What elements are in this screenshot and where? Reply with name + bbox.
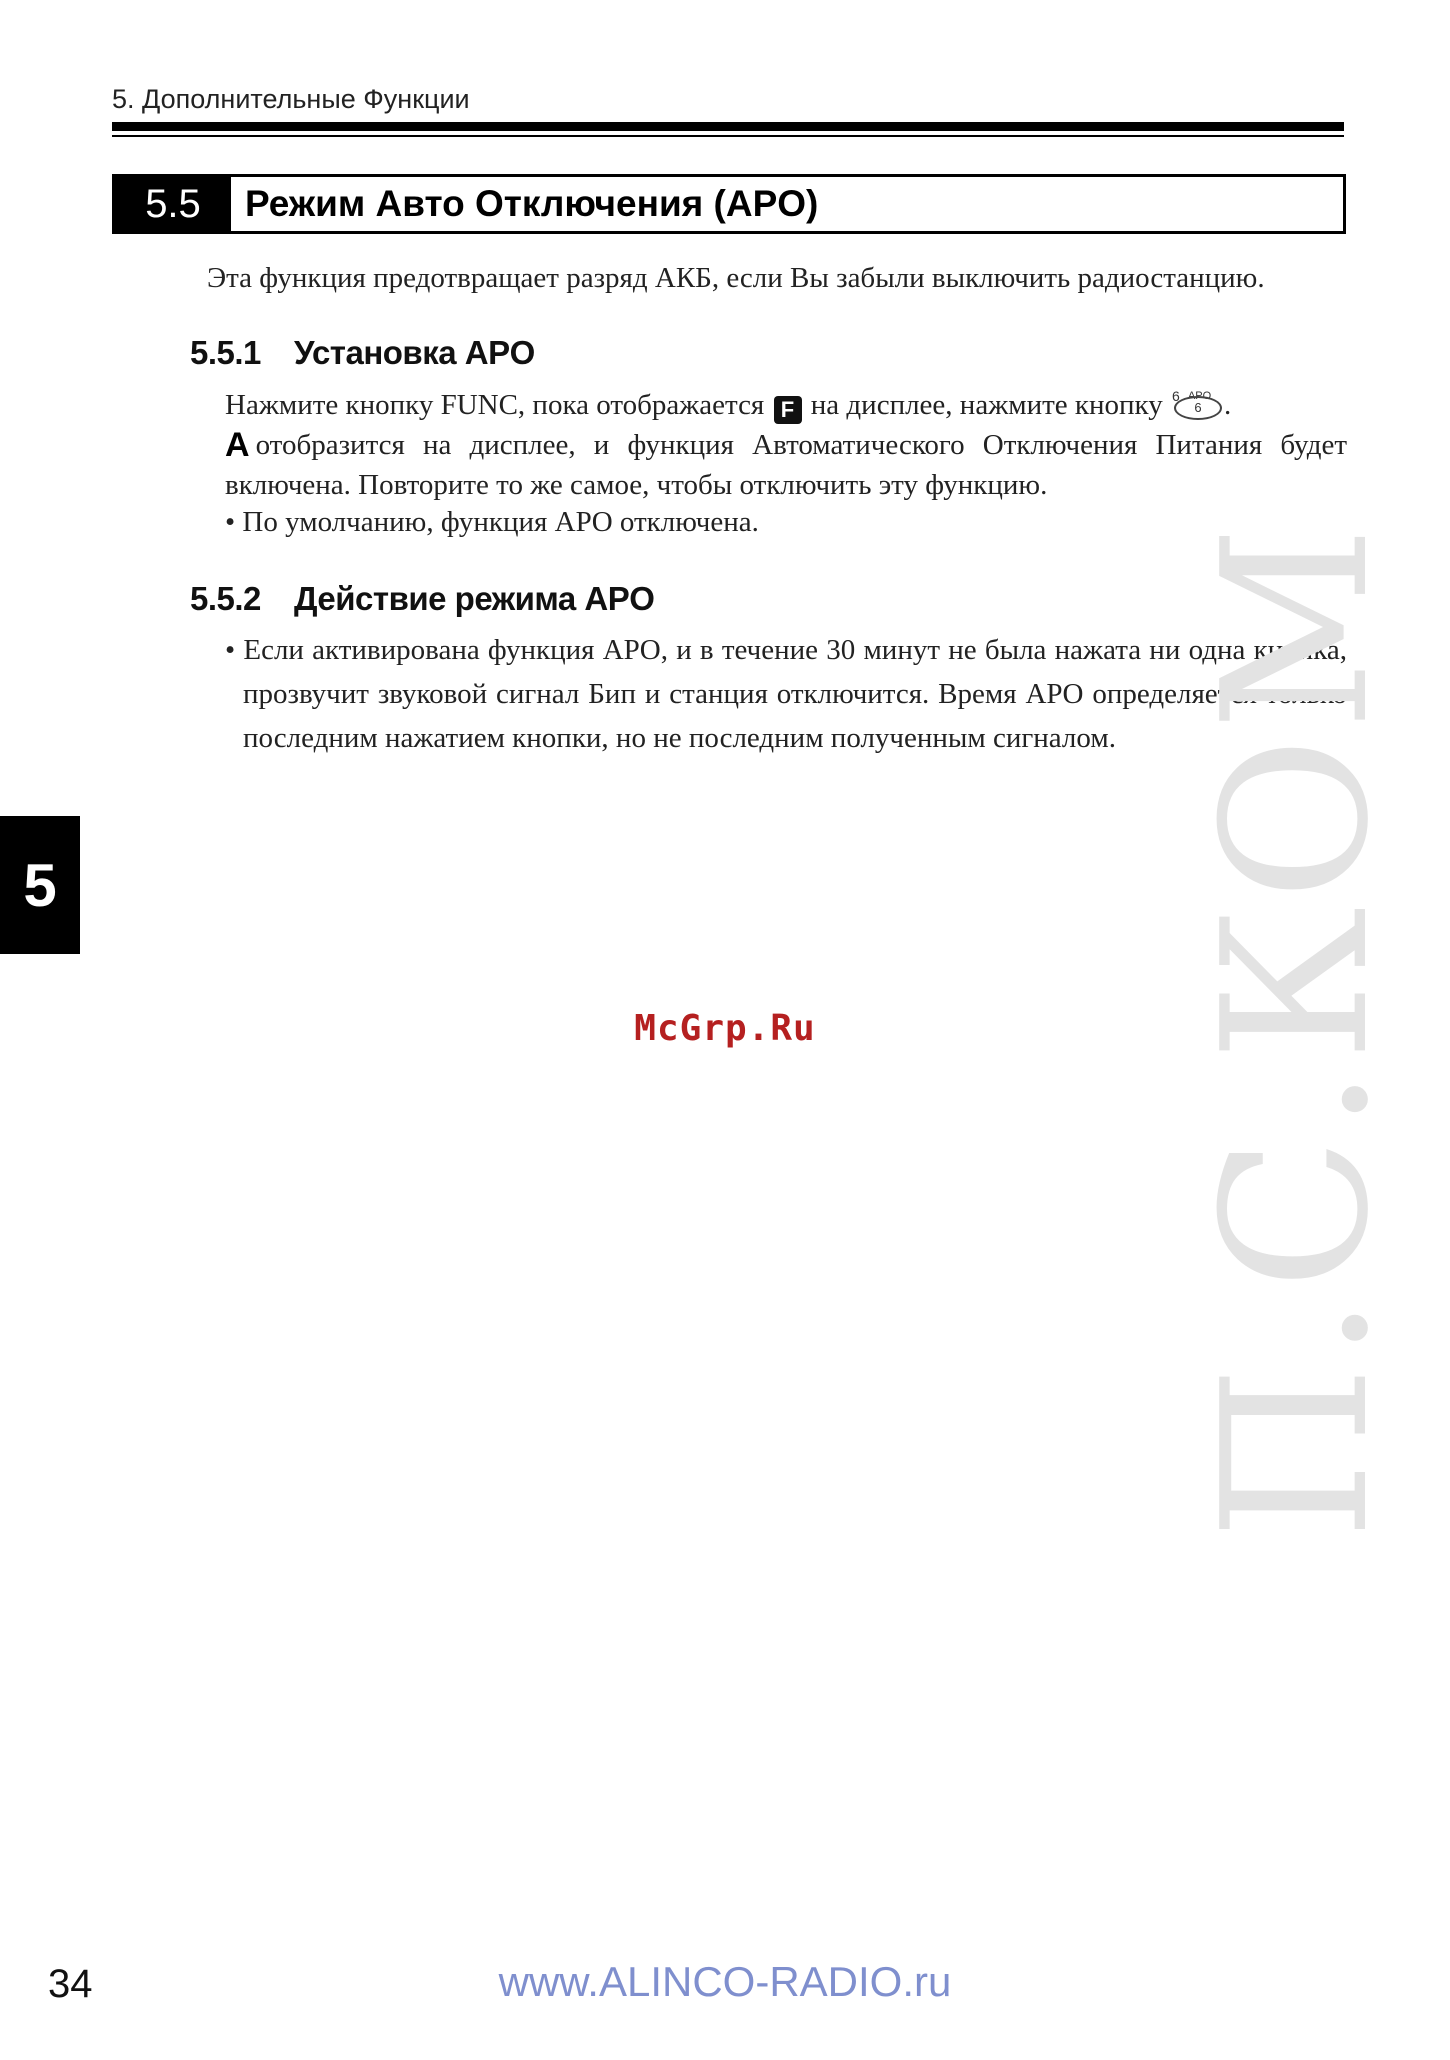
subsection-2-heading: [190, 580, 654, 618]
subsection-1-paragraph: [225, 382, 1347, 505]
key-number: 6: [1171, 388, 1180, 404]
subsection-1-title: Установка APO: [294, 334, 535, 371]
subsection-2-number: 5.5.2: [190, 580, 261, 617]
page-number: 34: [48, 1962, 93, 2006]
subsection-1-bullet: • По умолчанию, функция APO отключена.: [225, 506, 759, 538]
key-oval: 6: [1174, 396, 1222, 420]
vertical-watermark-text: П.С.КОМ: [1180, 519, 1413, 1540]
key-apo-label: APO: [1187, 390, 1212, 402]
subsection-1-number: 5.5.1: [190, 334, 261, 371]
running-head: 5. Дополнительные Функции: [112, 84, 470, 114]
subsection-2-bullet-text: • Если активирована функция APO, и в течение 30 минут не была нажата ни одна кнопка, прозвучит звуковой сигнал Бип и станция отключится. Время APO определяется только последним нажатием кнопки, но не последним полученным сигналом.: [225, 634, 1347, 754]
apo-key-icon: [1170, 382, 1224, 422]
subsection-2-title: Действие режима APO: [294, 580, 655, 617]
footer-url[interactable]: www.ALINCO-RADIO.ru: [498, 1958, 952, 2005]
section-heading: [112, 174, 1346, 234]
section-number: 5.5: [115, 177, 231, 231]
instruction-text-c: отобразится на дисплее, и функция Автоматического Отключения Питания будет включена. Повторите то же самое, чтобы отключить эту функцию.: [225, 429, 1347, 501]
apo-indicator-icon: A: [225, 426, 250, 464]
subsection-1-heading: [190, 334, 535, 372]
chapter-tab: 5: [0, 816, 80, 954]
center-watermark[interactable]: McGrp.Ru: [634, 1008, 816, 1049]
instruction-text-a: Нажмите кнопку FUNC, пока отображается: [225, 389, 765, 421]
instruction-end: .: [1223, 389, 1232, 421]
instruction-text-b: на дисплее, нажмите кнопку: [810, 389, 1163, 421]
func-indicator-icon: F: [774, 396, 802, 424]
intro-paragraph: Эта функция предотвращает разряд АКБ, если Вы забыли выключить радиостанцию.: [207, 262, 1265, 294]
section-title: Режим Авто Отключения (APO): [245, 183, 819, 224]
header-rule-thin: [112, 135, 1344, 137]
header-rule: [112, 122, 1344, 131]
